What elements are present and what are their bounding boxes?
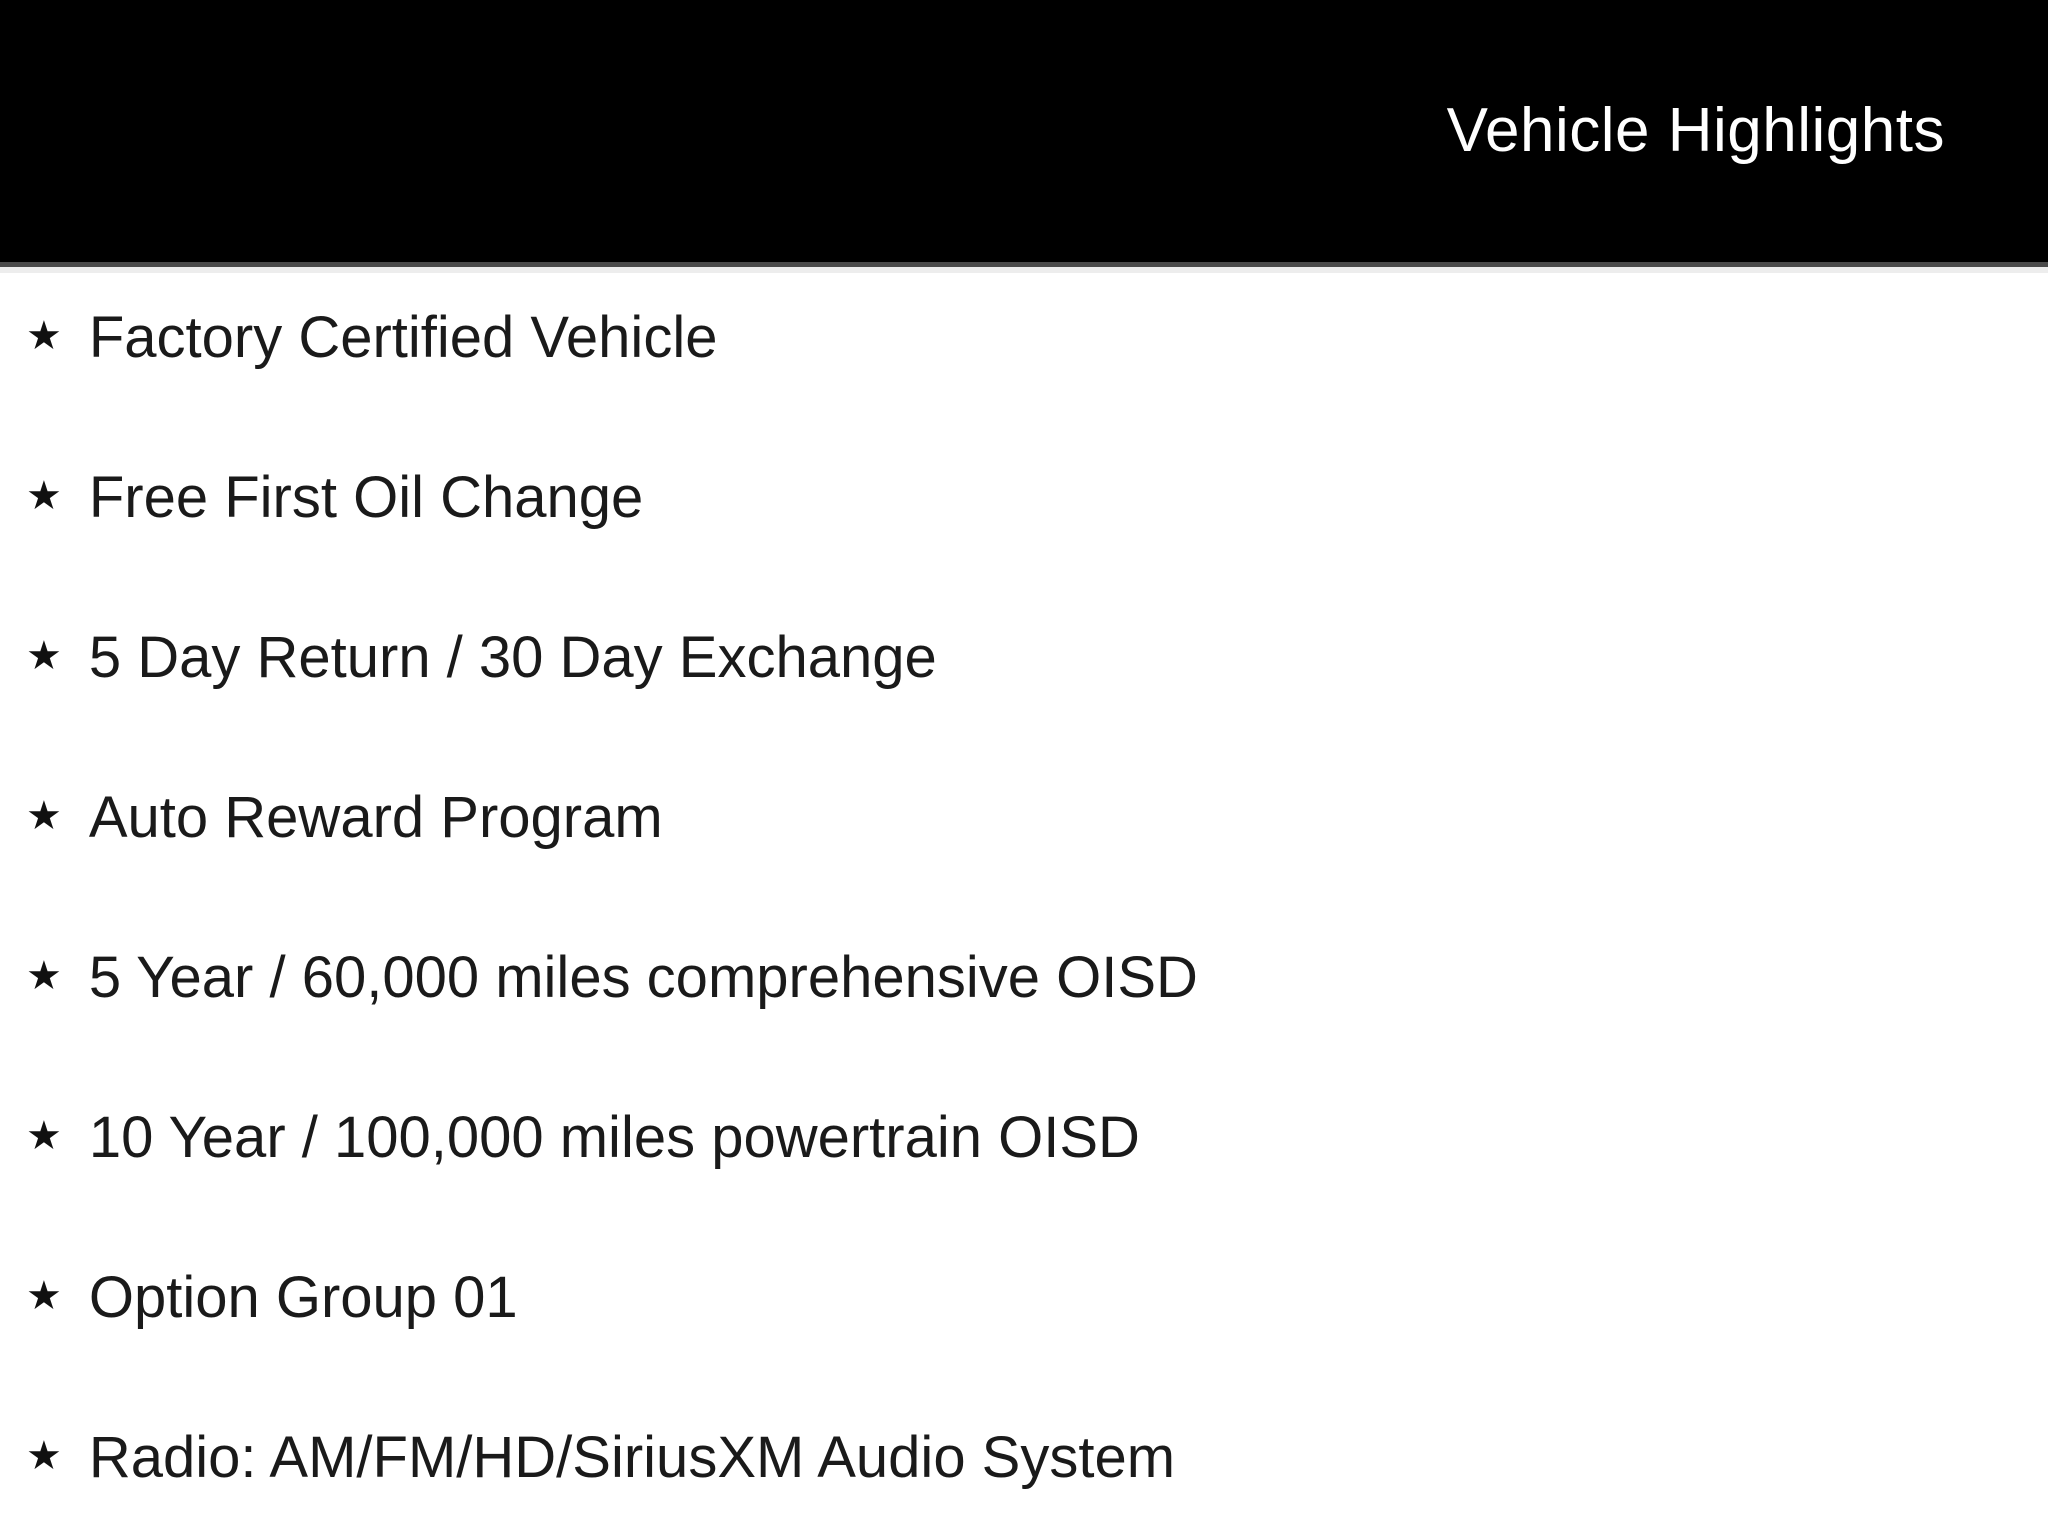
- list-item: [0, 258, 2048, 418]
- highlight-label: 10 Year / 100,000 miles powertrain OISD: [88, 1105, 1140, 1171]
- page-title: Vehicle Highlights: [1446, 96, 1945, 165]
- highlight-label: Radio: AM/FM/HD/SiriusXM Audio System: [88, 1425, 1176, 1491]
- list-item: [0, 418, 2048, 578]
- highlight-label: 5 Year / 60,000 miles comprehensive OISD: [88, 945, 1198, 1011]
- list-item: [0, 738, 2048, 898]
- star-icon: ★: [26, 633, 62, 679]
- highlight-label: Option Group 01: [88, 1265, 518, 1331]
- star-icon: ★: [26, 953, 62, 999]
- highlight-label: 5 Day Return / 30 Day Exchange: [88, 625, 937, 691]
- star-icon: ★: [26, 1113, 62, 1159]
- star-icon: ★: [26, 1273, 62, 1319]
- list-item: [0, 1218, 2048, 1378]
- list-item: [0, 1378, 2048, 1536]
- header-bar: [0, 0, 2048, 262]
- list-item: [0, 898, 2048, 1058]
- highlights-list: [0, 258, 2048, 1536]
- star-icon: ★: [26, 1433, 62, 1479]
- star-icon: ★: [26, 793, 62, 839]
- list-item: [0, 578, 2048, 738]
- star-icon: ★: [26, 473, 62, 519]
- star-icon: ★: [26, 313, 62, 359]
- list-item: [0, 1058, 2048, 1218]
- highlight-label: Free First Oil Change: [88, 465, 644, 531]
- highlight-label: Factory Certified Vehicle: [88, 305, 718, 371]
- highlight-label: Auto Reward Program: [88, 785, 663, 851]
